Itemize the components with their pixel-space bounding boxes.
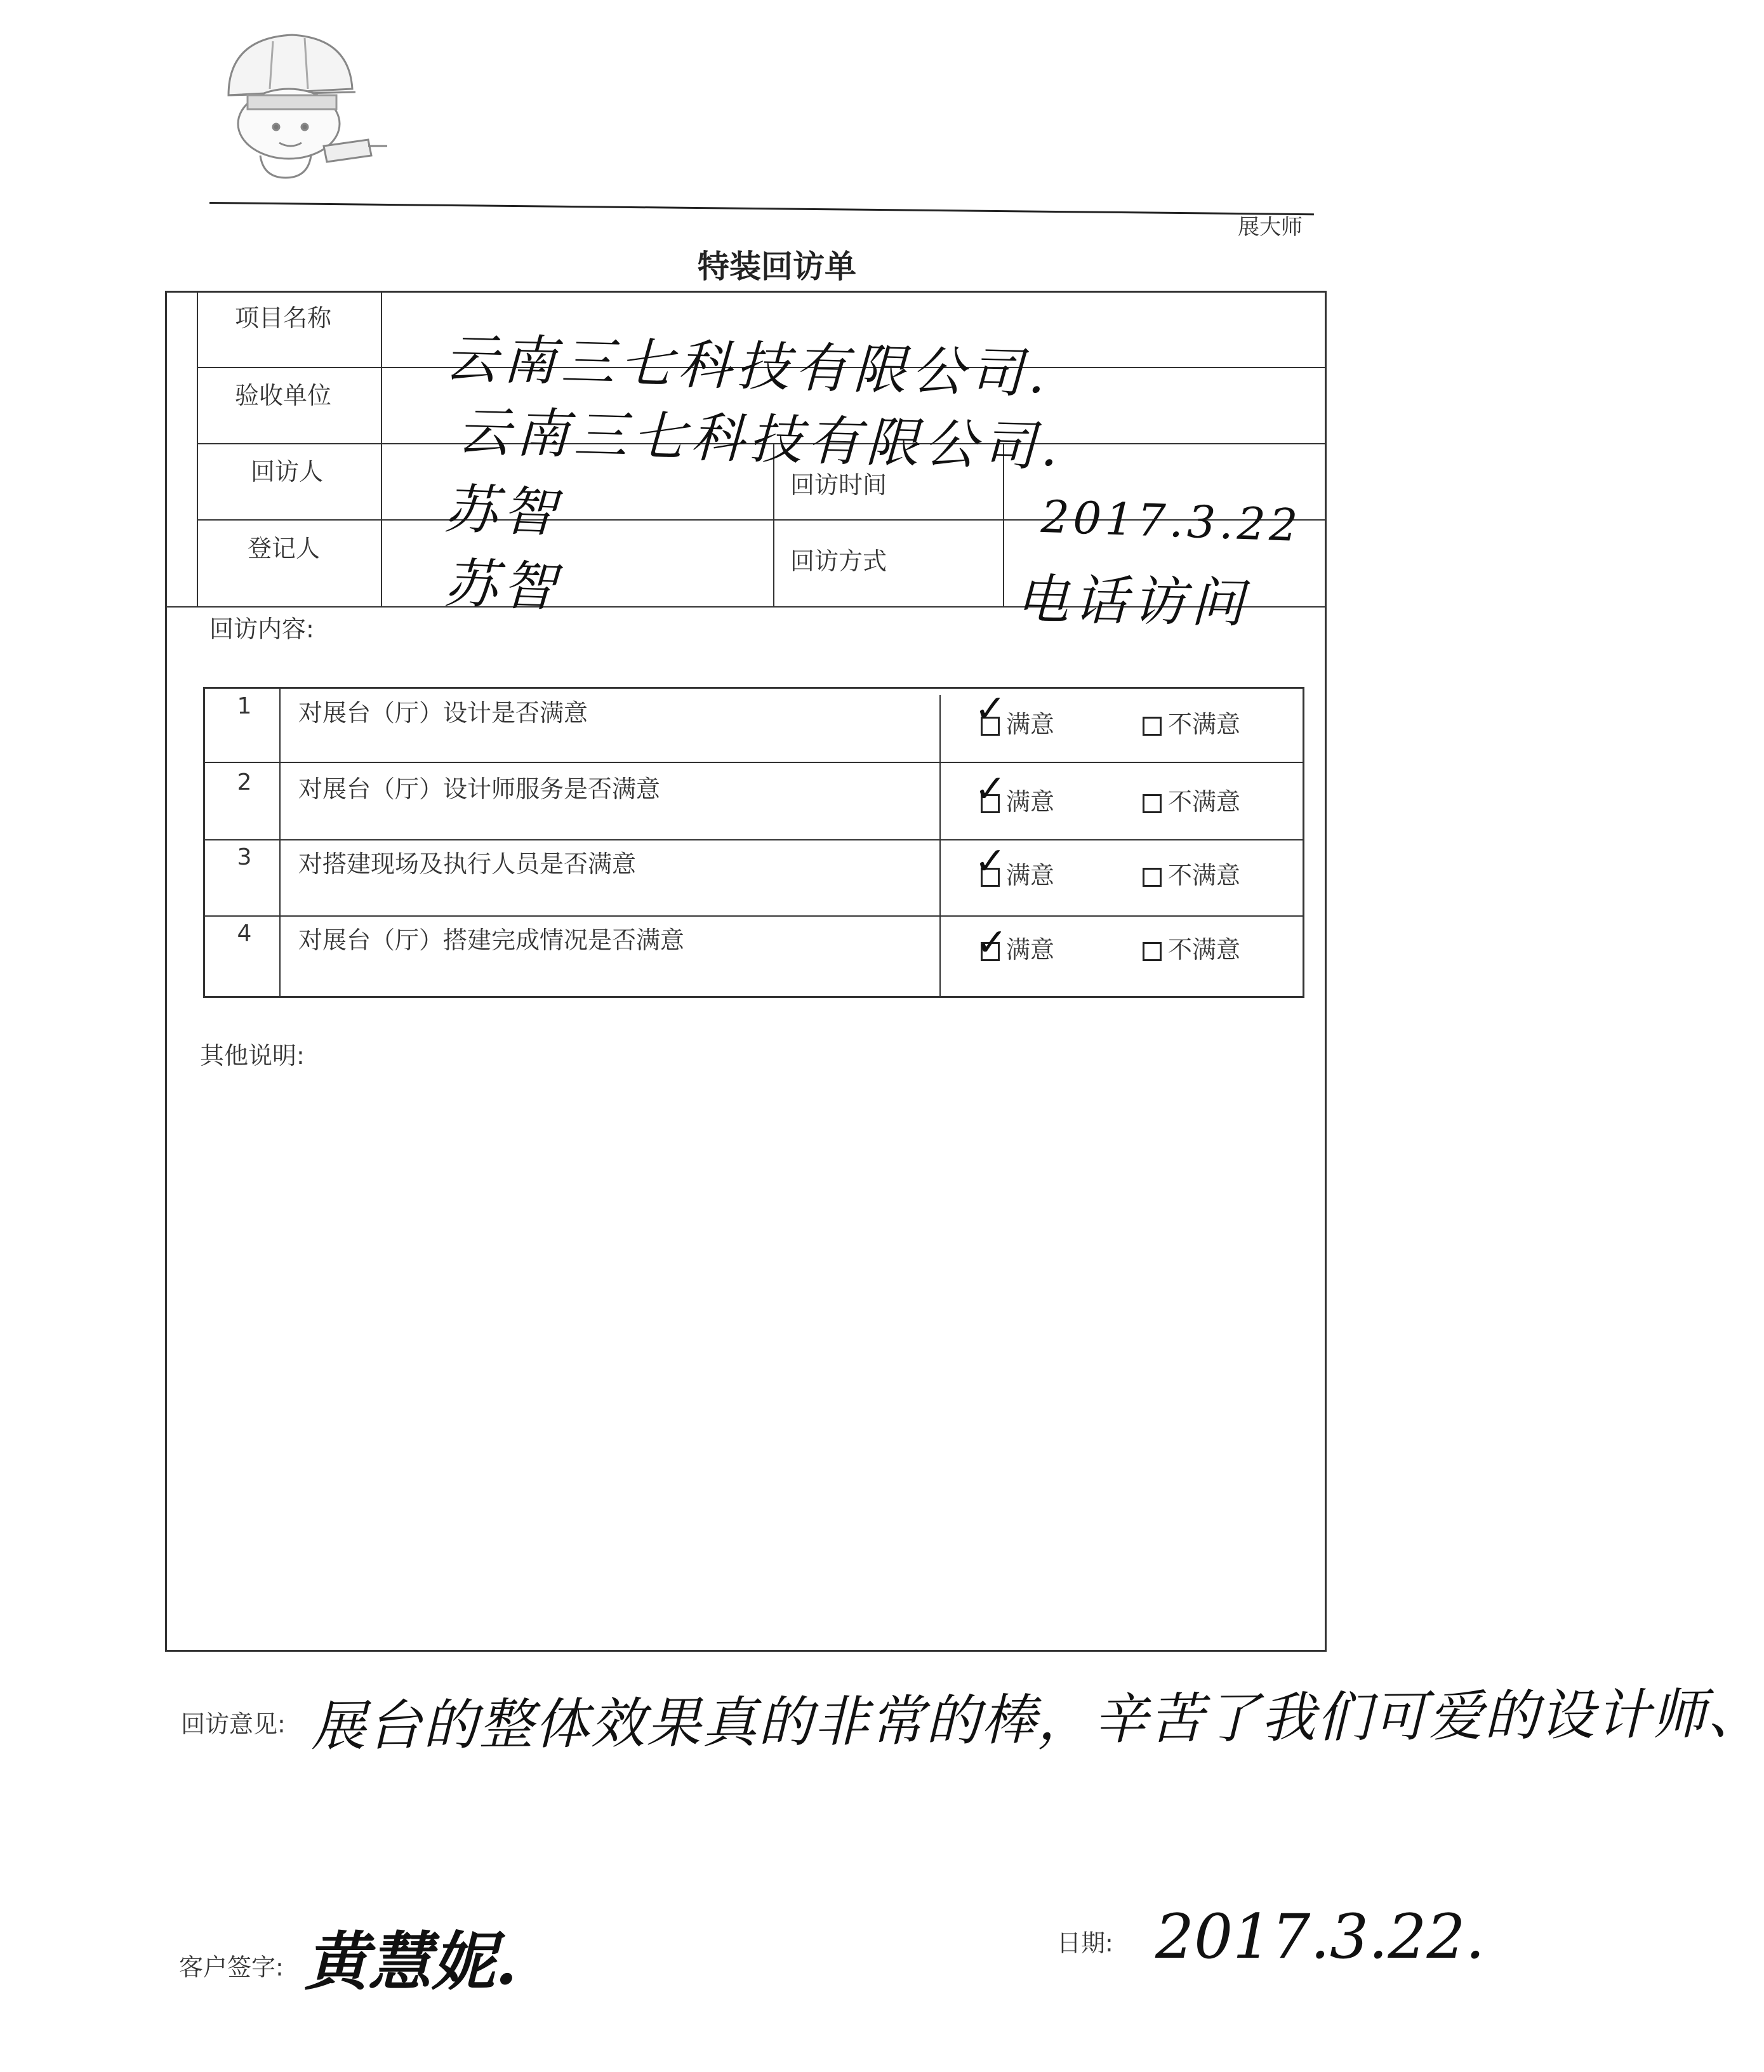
option-label: 不满意 — [1168, 710, 1241, 738]
divider — [197, 291, 198, 606]
feedback-label: 回访意见: — [181, 1710, 286, 1738]
question-number: 1 — [237, 693, 252, 719]
signature-label: 客户签字: — [179, 1953, 284, 1981]
project-name-label: 项目名称 — [235, 304, 332, 332]
option-label: 满意 — [1006, 710, 1055, 738]
check-mark-icon: ✓ — [974, 839, 1007, 884]
check-mark-icon: ✓ — [974, 687, 1007, 731]
option-label: 满意 — [1006, 861, 1055, 889]
visitor-label: 回访人 — [251, 458, 324, 486]
checkbox-unsatisfied[interactable] — [1143, 794, 1162, 813]
form-title: 特装回访单 — [698, 248, 856, 285]
registrar-label: 登记人 — [248, 535, 321, 562]
visitor-value: 苏智 — [443, 477, 562, 545]
date-value: 2017.3.22. — [1155, 1901, 1485, 1972]
visit-method-label: 回访方式 — [790, 547, 887, 575]
visit-method-value: 电话访问 — [1015, 568, 1250, 635]
content-label: 回访内容: — [209, 615, 314, 643]
question-number: 4 — [237, 920, 252, 946]
checkbox-unsatisfied[interactable] — [1143, 868, 1162, 887]
question-text: 对展台（厅）设计是否满意 — [298, 699, 588, 727]
question-text: 对展台（厅）搭建完成情况是否满意 — [298, 926, 685, 954]
registrar-value: 苏智 — [443, 552, 562, 619]
option-label: 满意 — [1006, 936, 1055, 964]
visit-time-label: 回访时间 — [790, 471, 887, 499]
question-text: 对搭建现场及执行人员是否满意 — [298, 850, 637, 878]
option-unsatisfied[interactable] — [1143, 930, 1240, 965]
divider — [279, 687, 281, 998]
mascot-illustration — [203, 19, 394, 184]
other-notes-label: 其他说明: — [200, 1042, 305, 1070]
acceptance-unit-label: 验收单位 — [235, 382, 332, 409]
option-unsatisfied[interactable] — [1143, 856, 1240, 891]
option-label: 不满意 — [1168, 936, 1241, 964]
option-label: 满意 — [1006, 788, 1055, 816]
project-name-value: 云南三七科技有限公司. — [443, 327, 1051, 406]
divider — [203, 762, 1304, 763]
option-unsatisfied[interactable] — [1143, 782, 1240, 817]
divider — [381, 291, 382, 606]
checkbox-unsatisfied[interactable] — [1143, 942, 1162, 961]
brand-name: 展大师 — [1238, 215, 1303, 240]
question-number: 2 — [237, 769, 252, 795]
option-label: 不满意 — [1168, 788, 1241, 816]
visit-time-value: 2017.3.22 — [1040, 490, 1303, 552]
header-rule — [209, 202, 1314, 215]
question-text: 对展台（厅）设计师服务是否满意 — [298, 775, 661, 803]
option-label: 不满意 — [1168, 861, 1241, 889]
date-label: 日期: — [1057, 1929, 1113, 1957]
checkbox-unsatisfied[interactable] — [1143, 717, 1162, 736]
question-number: 3 — [237, 844, 252, 870]
feedback-value: 展台的整体效果真的非常的棒，辛苦了我们可爱的设计师、 — [310, 1682, 1764, 1758]
acceptance-unit-value: 云南三七科技有限公司. — [456, 400, 1064, 479]
divider — [203, 915, 1304, 917]
check-mark-icon: ✓ — [976, 920, 1008, 965]
divider — [203, 839, 1304, 840]
check-mark-icon: ✓ — [974, 767, 1007, 811]
customer-signature: 黄慧妮. — [305, 1924, 517, 1999]
divider — [939, 695, 941, 998]
option-unsatisfied[interactable] — [1143, 705, 1240, 740]
